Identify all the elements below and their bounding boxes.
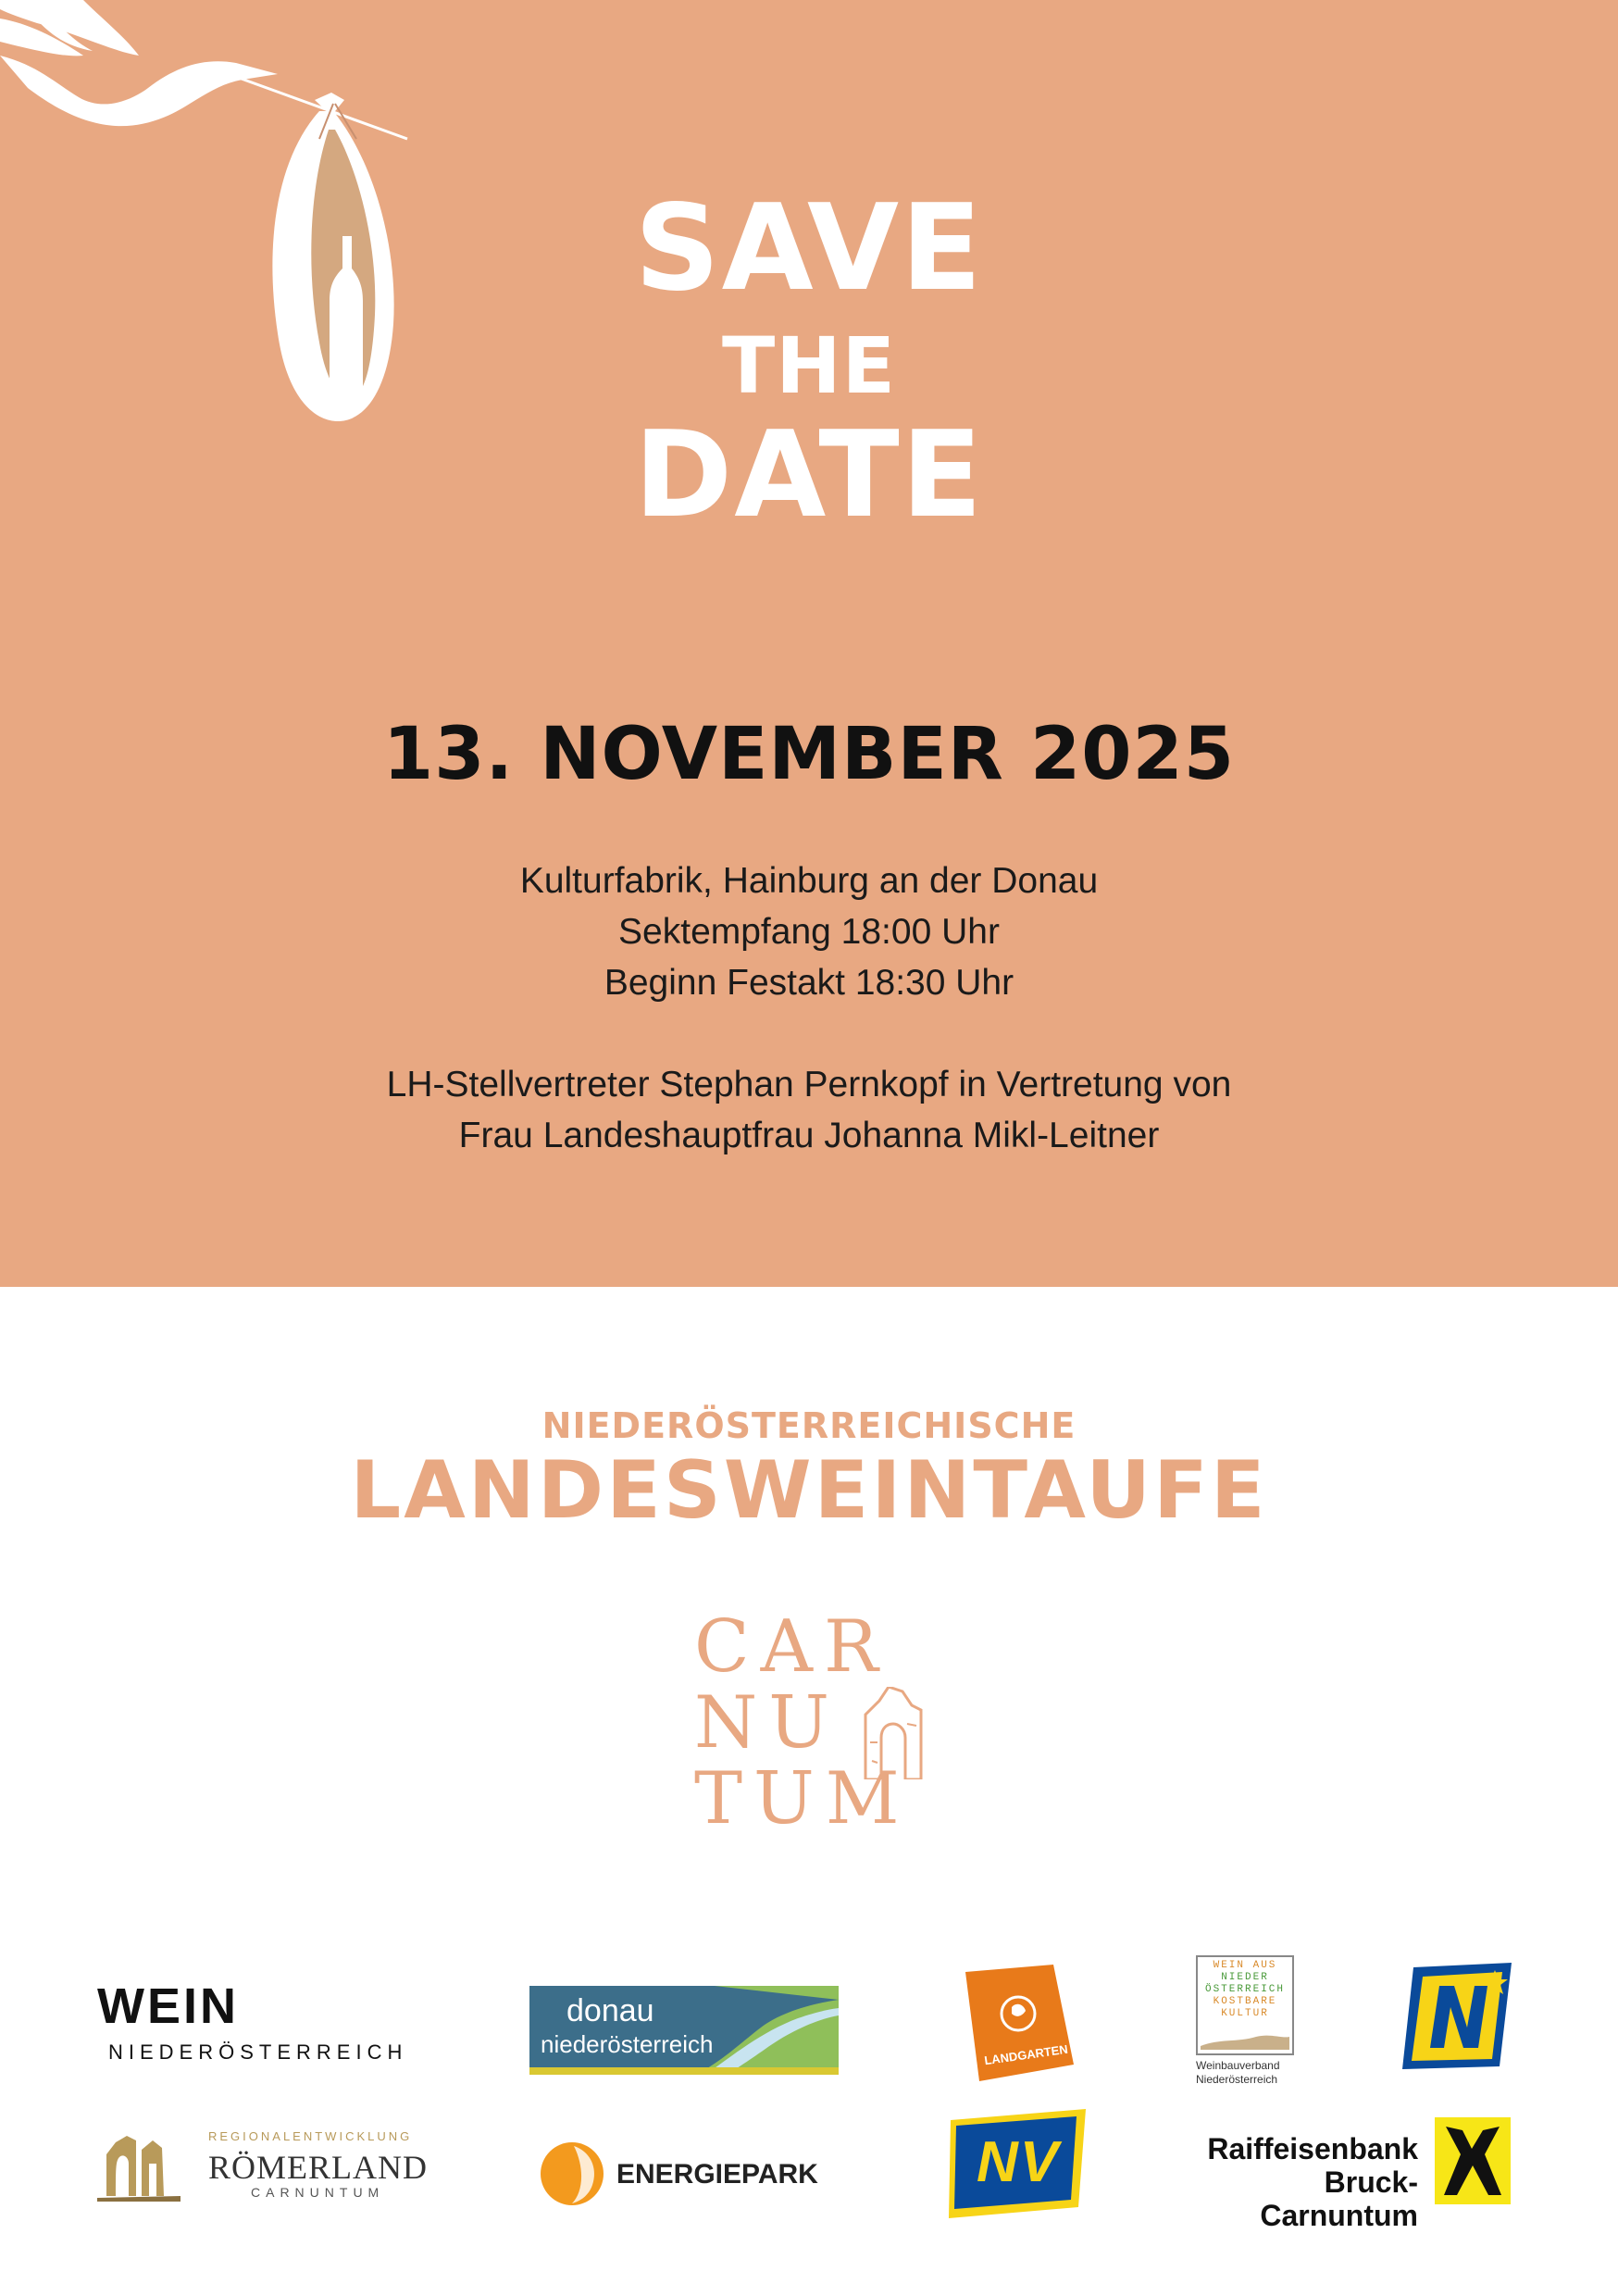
event-venue: Kulturfabrik, Hainburg an der Donau [519, 861, 1099, 901]
energiepark-text: ENERGIEPARK [616, 2159, 818, 2190]
weinbauverband-line-1: Weinbauverband [1196, 2059, 1280, 2072]
weinaus-line-3: ÖSTERREICH [1204, 1984, 1285, 1995]
weinaus-line-5: KULTUR [1221, 2008, 1269, 2019]
nv-logo [949, 2109, 1088, 2218]
raiffeisen-crossed-horses-icon [1435, 2117, 1511, 2204]
raiffeisen-line-2: Bruck-Carnuntum [1260, 2165, 1418, 2232]
weinbauverband-line-2: Niederösterreich [1196, 2073, 1278, 2086]
the-text: THE [722, 320, 896, 411]
nv-text: NV [977, 2130, 1061, 2194]
raiffeisen-line-1: Raiffeisenbank [1207, 2132, 1418, 2165]
wein-logo-main: WEIN [97, 1978, 239, 2034]
roemerland-main-text: RÖMERLAND [208, 2149, 429, 2186]
noe-shape-icon [1402, 1963, 1513, 2069]
roemerland-carnuntum-logo [97, 2122, 429, 2205]
event-subtitle: NIEDERÖSTERREICHISCHE [541, 1405, 1077, 1446]
landgarten-shape-icon [961, 1963, 1077, 2083]
energiepark-logo [539, 2140, 835, 2211]
event-title: LANDESWEINTAUFE [350, 1444, 1268, 1537]
roemerland-sub-text: CARNUNTUM [251, 2185, 385, 2200]
carnuntum-line-3: TUM [694, 1757, 911, 1841]
carnuntum-line-2: NU [694, 1681, 840, 1765]
weinaus-line-2: NIEDER [1221, 1972, 1269, 1983]
landscape-strip-icon [1201, 2031, 1289, 2050]
kostbare-kultur-box [1196, 1955, 1294, 2055]
event-ceremony-time: Beginn Festakt 18:30 Uhr [604, 963, 1014, 1003]
landgarten-text: LANDGARTEN [983, 2041, 1069, 2068]
weinaus-line-4: KOSTBARE [1213, 1996, 1277, 2007]
niederoesterreich-state-logo [1402, 1963, 1513, 2069]
donau-logo-sub: niederösterreich [541, 2030, 714, 2058]
roman-gate-icon [861, 1687, 926, 1779]
event-host-line-2: Frau Landeshauptfrau Johanna Mikl-Leitner [458, 1116, 1160, 1155]
carnuntum-logo [694, 1605, 935, 1841]
date-text: DATE [633, 406, 985, 544]
donau-niederoesterreich-logo [529, 1986, 839, 2075]
wein-logo-sub: NIEDERÖSTERREICH [108, 2040, 408, 2064]
carnuntum-line-1: CAR [694, 1605, 890, 1689]
wein-niederoesterreich-logo [97, 1978, 421, 2065]
save-text: SAVE [634, 180, 984, 318]
raiffeisenbank-logo [1168, 2115, 1520, 2232]
landgarten-logo [961, 1963, 1077, 2083]
roemerland-top-text: REGIONALENTWICKLUNG [208, 2129, 413, 2143]
donau-logo-main: donau [566, 1993, 654, 2028]
roman-ruin-icon [97, 2122, 180, 2202]
event-date: 13. NOVEMBER 2025 [382, 713, 1236, 796]
event-host-line-1: LH-Stellvertreter Stephan Pernkopf in Vertretung von [386, 1065, 1232, 1104]
event-reception-time: Sektempfang 18:00 Uhr [618, 912, 1000, 952]
wein-aus-niederoesterreich-logo [1196, 1955, 1294, 2092]
energiepark-circle-icon [539, 2140, 605, 2207]
weinaus-line-1: WEIN AUS [1213, 1960, 1277, 1971]
